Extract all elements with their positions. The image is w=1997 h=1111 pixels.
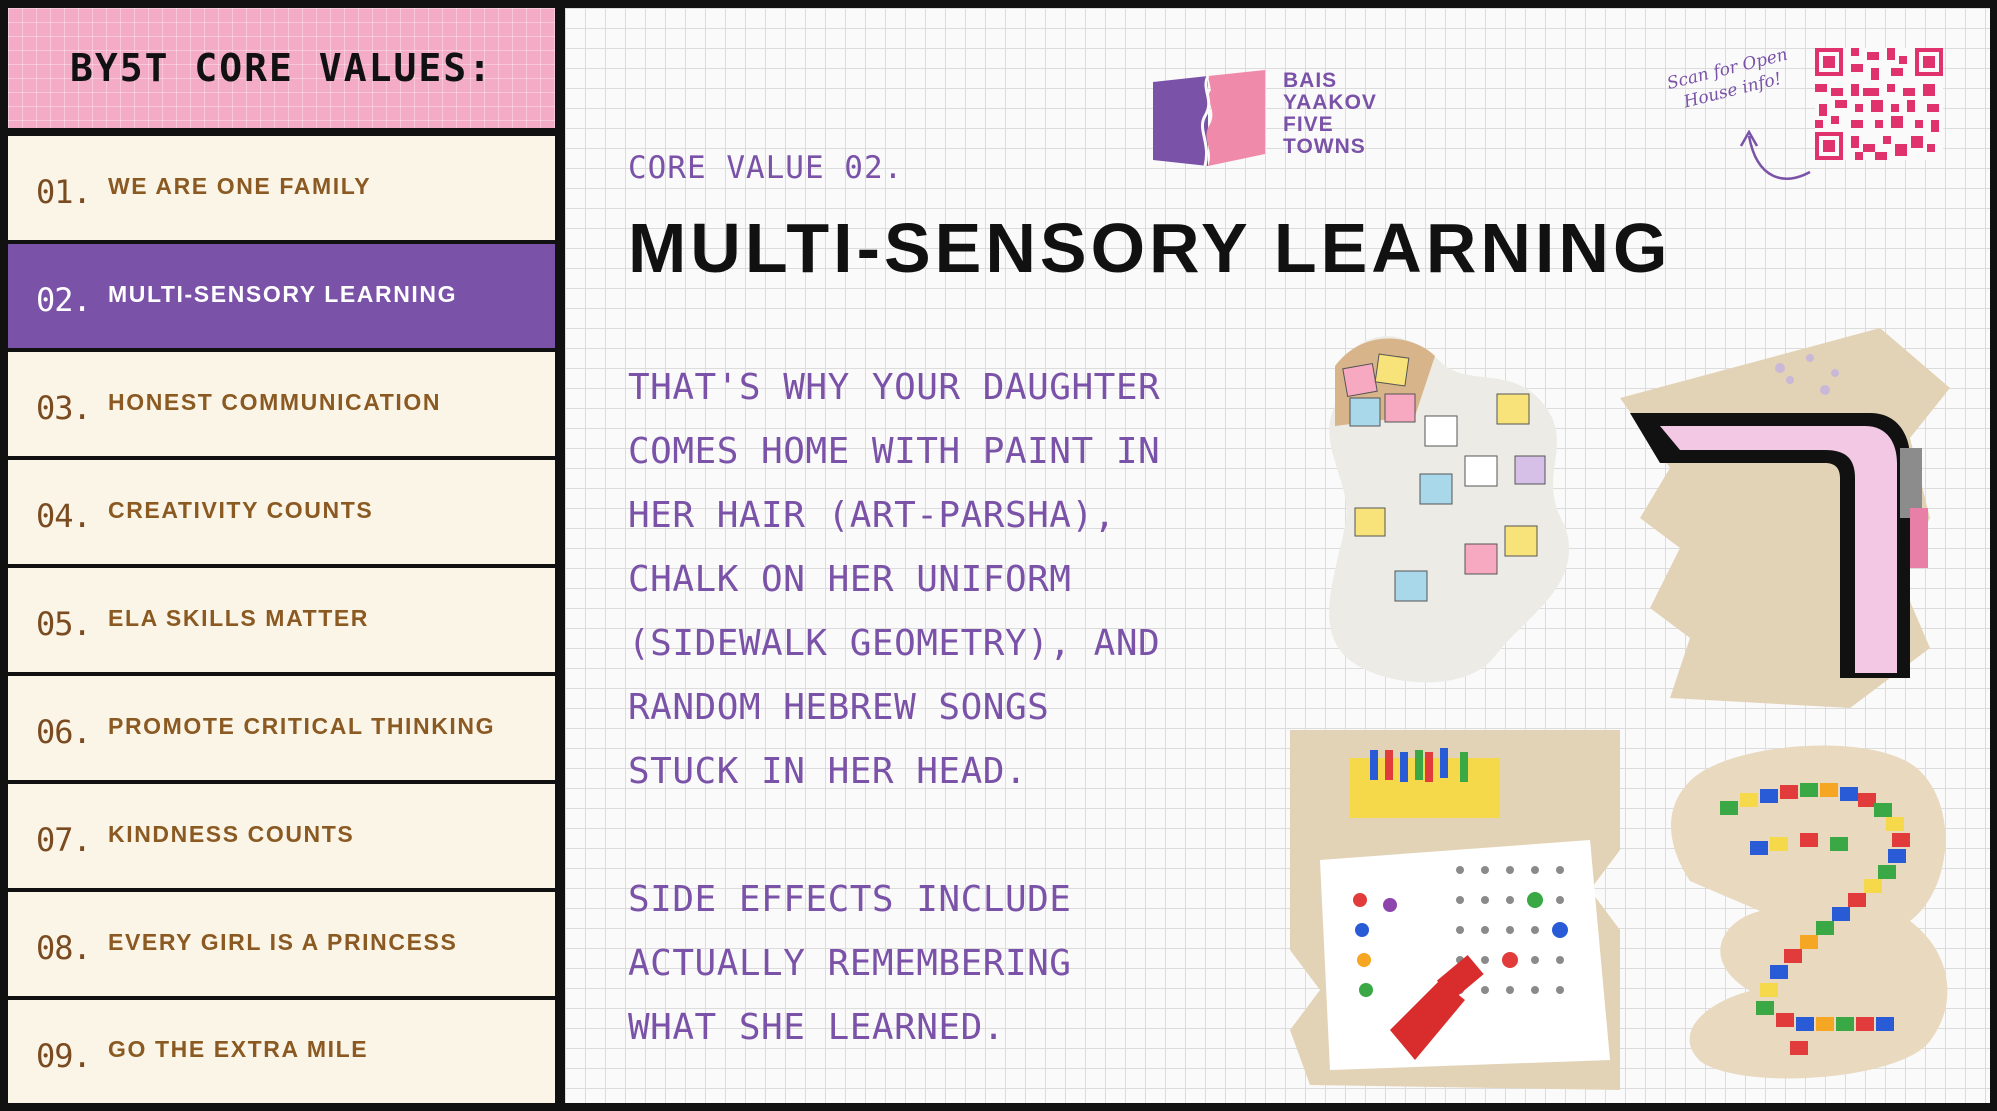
item-label: KINDNESS COUNTS (108, 820, 355, 847)
item-number: 09. (36, 1036, 91, 1075)
item-number: 03. (36, 389, 91, 427)
sidebar-item-04[interactable] (8, 460, 555, 564)
logo-line: BAIS (1283, 69, 1338, 92)
body-line: ACTUALLY REMEMBERING (628, 943, 1072, 984)
body-line: RANDOM HEBREW SONGS (628, 687, 1050, 728)
sidebar-header (8, 8, 555, 128)
qr-code-icon[interactable] (1815, 48, 1943, 160)
photo-pegboard (1290, 730, 1620, 1090)
sidebar-item-08[interactable] (8, 892, 555, 996)
logo-wordmark (1283, 70, 1377, 158)
sidebar-item-01[interactable] (8, 136, 555, 240)
body-line: (SIDEWALK GEOMETRY), AND (628, 623, 1161, 664)
sidebar-item-02[interactable] (8, 244, 555, 348)
item-number: 01. (36, 173, 91, 211)
body-line: WHAT SHE LEARNED. (628, 1007, 1005, 1048)
school-logo (1153, 60, 1403, 170)
sidebar-title: BY5T CORE VALUES: (70, 46, 493, 90)
item-number: 08. (36, 929, 91, 967)
body-line: HER HAIR (ART-PARSHA), (628, 495, 1116, 536)
item-number: 05. (36, 605, 91, 643)
item-label: EVERY GIRL IS A PRINCESS (108, 928, 458, 955)
body-line: SIDE EFFECTS INCLUDE (628, 879, 1072, 920)
photo-lacing-card (1610, 318, 1960, 708)
core-value-kicker: CORE VALUE 02. (628, 150, 904, 186)
body-line: CHALK ON HER UNIFORM (628, 559, 1072, 600)
item-number: 06. (36, 713, 91, 751)
main-panel (565, 8, 1990, 1103)
body-line: COMES HOME WITH PAINT IN (628, 431, 1161, 472)
item-label: PROMOTE CRITICAL THINKING (108, 712, 496, 739)
item-number: 07. (36, 821, 91, 859)
body-line: THAT'S WHY YOUR DAUGHTER (628, 367, 1161, 408)
logo-line: TOWNS (1283, 135, 1366, 158)
item-label: GO THE EXTRA MILE (108, 1036, 369, 1062)
logo-line: YAAKOV (1283, 91, 1377, 114)
sidebar-item-03[interactable] (8, 352, 555, 456)
item-label: WE ARE ONE FAMILY (108, 172, 372, 199)
qr-note: Scan for Open House info! (1664, 44, 1790, 113)
sidebar-item-07[interactable] (8, 784, 555, 888)
photo-hebrew-letter-cards (1315, 326, 1575, 696)
body-copy (628, 356, 1228, 1060)
body-line: STUCK IN HER HEAD. (628, 751, 1028, 792)
item-number: 04. (36, 497, 91, 535)
paragraph-gap (628, 804, 1228, 868)
sidebar-item-09[interactable] (8, 1000, 555, 1103)
item-label: CREATIVITY COUNTS (108, 496, 374, 523)
page-title: MULTI-SENSORY LEARNING (628, 209, 1672, 287)
sidebar-item-06[interactable] (8, 676, 555, 780)
item-label: MULTI-SENSORY LEARNING (108, 280, 458, 307)
item-label: HONEST COMMUNICATION (108, 388, 442, 415)
core-values-sidebar (8, 8, 555, 1103)
item-number: 02. (36, 281, 91, 319)
curved-arrow-icon (1735, 120, 1815, 190)
logo-line: FIVE (1283, 113, 1334, 136)
photo-building-blocks (1660, 741, 1960, 1091)
item-label: ELA SKILLS MATTER (108, 604, 370, 631)
logo-mark-icon (1153, 70, 1265, 166)
sidebar-item-05[interactable] (8, 568, 555, 672)
